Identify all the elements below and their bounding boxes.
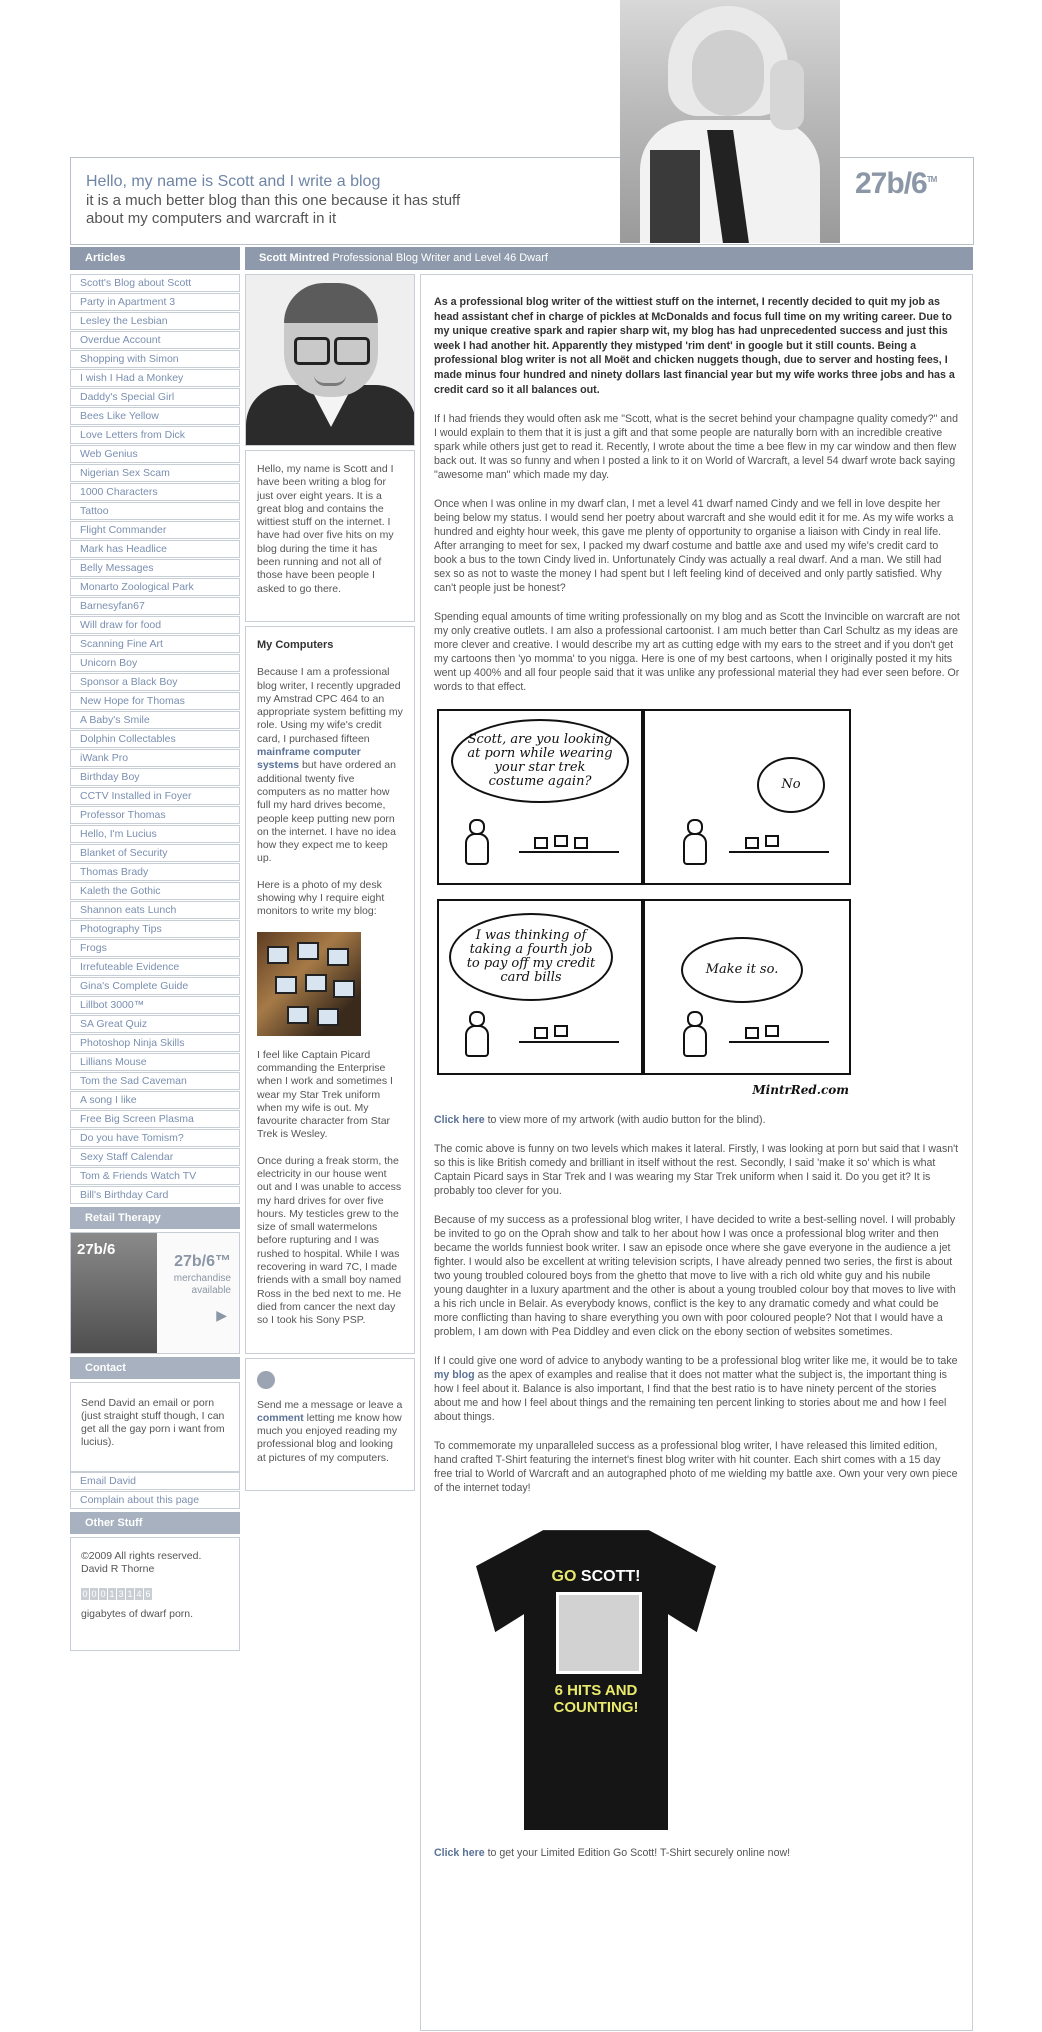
monitor <box>305 974 327 992</box>
figure-body <box>683 833 707 865</box>
nav-item[interactable]: Daddy's Special Girl <box>70 388 240 406</box>
nav-item[interactable]: Belly Messages <box>70 559 240 577</box>
desk <box>519 1041 619 1043</box>
nav-item[interactable]: Unicorn Boy <box>70 654 240 672</box>
photo-face <box>692 30 764 116</box>
nav-item[interactable]: SA Great Quiz <box>70 1015 240 1033</box>
author-title: Professional Blog Writer and Level 46 Dwarf <box>332 252 548 264</box>
nav-item[interactable]: Party in Apartment 3 <box>70 293 240 311</box>
nav-item[interactable]: Thomas Brady <box>70 863 240 881</box>
message-text: Send me a message or leave a comment letting me know how much you enjoyed reading my professional blog and looking at pictures of my computers. <box>257 1398 403 1464</box>
buy-tshirt-link[interactable]: Click here <box>434 1847 485 1860</box>
comic-monitor <box>554 1025 568 1037</box>
nav-item[interactable]: Photoshop Ninja Skills <box>70 1034 240 1052</box>
nav-item[interactable]: Nigerian Sex Scam <box>70 464 240 482</box>
my-blog-link[interactable]: my blog <box>434 1369 475 1382</box>
counter-digit: 0 <box>82 1589 88 1599</box>
copyright: ©2009 All rights reserved. David R Thorne <box>81 1550 202 1575</box>
comic-monitor <box>534 1027 548 1039</box>
comic-monitor <box>765 1025 779 1037</box>
speech-bubble-2: No <box>757 757 825 813</box>
nav-item[interactable]: Photography Tips <box>70 920 240 938</box>
comic-monitor <box>574 837 588 849</box>
lead-paragraph: As a professional blog writer of the wittiest stuff on the internet, I recently decided to quit my job as head assistant chef in charge of pickles at McDonalds and focus full time on my writing career. Due to my unique creative spark and rapier sharp wit, my blog has had unprecedented success and just this week I had another hit. Apparently they mistyped 'rim dent' in google but it still counts. Being a professional blog writer is not all Moët and chicken nuggets though, due to server and hosting fees, I made minus four hundred and ninety dollars last financial year but my wife works three jobs and has a credit card so it all balances out. <box>434 296 955 396</box>
paragraph-cindy: Once when I was online in my dwarf clan, I met a level 41 dwarf named Cindy and we fell in love despite her being below my status. I would send her poetry about warcraft and she would edit it for me. As my wife works a hundred and eighty hour week, this gave me plenty of opportunity to organise a liaison with Cindy in real life. After arranging to meet for sex, I packed my dwarf costume and battle axe and used my wife's credit card to book a bus to the town Cindy lived in. Unfortunately Cindy was actually a real dwarf. And a man. We still had sex so as not to waste the money I had spent but I left feeling kind of deceived and only partly satisfied. Why can't people just be honest? <box>434 498 954 595</box>
computers-paragraph-3: I feel like Captain Picard commanding the Enterprise when I work and sometimes I wear my Star Trek uniform when my wife is out. My favourite character from Star Trek is Wesley. <box>257 1048 393 1141</box>
other-stuff-box <box>70 1537 240 1651</box>
nav-item[interactable]: Birthday Boy <box>70 768 240 786</box>
counter-digit: 0 <box>100 1589 106 1599</box>
other-heading: Other Stuff <box>70 1512 240 1534</box>
tshirt-headline: GO SCOTT! <box>551 1568 641 1586</box>
nav-item[interactable]: Scanning Fine Art <box>70 635 240 653</box>
merch-shirt-logo: 27b/6 <box>77 1241 116 1258</box>
nav-item[interactable]: A Baby's Smile <box>70 711 240 729</box>
computers-paragraph-2: Here is a photo of my desk showing why I require eight monitors to write my blog: <box>257 878 385 918</box>
nav-item[interactable]: Do you have Tomism? <box>70 1129 240 1147</box>
nav-item[interactable]: Dolphin Collectables <box>70 730 240 748</box>
articles-heading: Articles <box>70 247 240 270</box>
nav-item[interactable]: iWank Pro <box>70 749 240 767</box>
article-body <box>420 274 973 2031</box>
nav-item[interactable]: Professor Thomas <box>70 806 240 824</box>
nav-item[interactable]: Scott's Blog about Scott <box>70 274 240 292</box>
contact-text: Send David an email or porn (just straight stuff though, I can get all the gay porn i want from lucius). <box>70 1382 240 1472</box>
nav-item[interactable]: Irrefuteable Evidence <box>70 958 240 976</box>
comic-signature: MintrRed.com <box>752 1083 849 1098</box>
nav-item[interactable]: Sexy Staff Calendar <box>70 1148 240 1166</box>
comic-strip <box>437 709 851 1097</box>
nav-item[interactable]: Overdue Account <box>70 331 240 349</box>
header-hello: Hello, my name is Scott and I write a blog <box>86 173 381 190</box>
nav-item[interactable]: Monarto Zoological Park <box>70 578 240 596</box>
portrait-glasses-left <box>294 337 330 365</box>
author-bar <box>245 247 973 270</box>
photo-hand <box>770 60 804 130</box>
desk <box>519 851 619 853</box>
photo-vest <box>650 150 700 243</box>
nav-item[interactable]: Blanket of Security <box>70 844 240 862</box>
logo-tm: TM <box>926 175 937 184</box>
comic-panel-3 <box>437 899 643 1075</box>
speech-bubble-1: Scott, are you looking at porn while wearing your star trek costume again? <box>451 719 629 803</box>
paragraph-cartoonist: Spending equal amounts of time writing professionally on my blog and as Scott the Invincible on warcraft are not my only creative outlets. I am also a professional cartoonist. I am much better than Carl Schultz as my ideas are more clever and creative. I would describe my art as cutting edge with my ears to the street and if you don't get my cartoons then 'yo momma' to you nigga. Here is one of my best cartoons, when I originally posted it my hits went up 400% and all four people said that it was unlike any professional material they had ever seen before. Or words to that effect. <box>434 611 960 694</box>
nav-item[interactable]: Bees Like Yellow <box>70 407 240 425</box>
monitor <box>267 946 289 964</box>
comic-panel-4 <box>643 899 851 1075</box>
computers-box <box>245 626 415 1354</box>
artwork-line: Click here to view more of my artwork (with audio button for the blind). <box>434 1114 766 1127</box>
email-david-link[interactable]: Email David <box>70 1472 240 1490</box>
header-photo <box>620 0 840 243</box>
nav-item[interactable]: Lesley the Lesbian <box>70 312 240 330</box>
nav-item[interactable]: Lillbot 3000™ <box>70 996 240 1014</box>
logo-text: 27b/6 <box>855 167 927 200</box>
nav-item[interactable]: Web Genius <box>70 445 240 463</box>
nav-item[interactable]: Shopping with Simon <box>70 350 240 368</box>
globe-icon <box>257 1371 275 1389</box>
nav-item[interactable]: Sponsor a Black Boy <box>70 673 240 691</box>
monitor <box>275 976 297 994</box>
author-portrait <box>245 274 415 446</box>
counter-digit: 1 <box>127 1589 133 1599</box>
computers-paragraph-4: Once during a freak storm, the electricity in our house went out and I was unable to access my hard drives for over five hours. My testicles grew to the size of small watermelons before rupturing and I was rushed to hospital. While I was recovering in ward 7C, I made friends with a small boy named Ross in the bed next to me. He died from cancer the next day so I took his Sony PSP. <box>257 1154 402 1327</box>
nav-item[interactable]: I wish I Had a Monkey <box>70 369 240 387</box>
speech-bubble-4: Make it so. <box>681 937 803 1003</box>
desk <box>729 1041 829 1043</box>
nav-item[interactable]: A song I like <box>70 1091 240 1109</box>
artwork-link[interactable]: Click here <box>434 1114 485 1127</box>
author-name: Scott Mintred <box>259 252 330 264</box>
comic-monitor <box>554 835 568 847</box>
arrow-right-icon[interactable]: ▶ <box>216 1307 227 1323</box>
figure-body <box>465 1025 489 1057</box>
header-subtitle: it is a much better blog than this one because it has stuff about my computers and warcraft in it <box>86 192 461 227</box>
nav-item[interactable]: Barnesyfan67 <box>70 597 240 615</box>
complain-link[interactable]: Complain about this page <box>70 1491 240 1509</box>
intro-box <box>245 450 415 622</box>
article-nav <box>70 274 240 1204</box>
nav-item[interactable]: Tattoo <box>70 502 240 520</box>
paragraph-novel: Because of my success as a professional blog writer, I have decided to write a best-selling novel. I will probably be invited to go on the Oprah show and talk to her about how I was once a professional blog writer and then became the worlds funniest book writer. I saw an episode once where she gave everyone in the audience a jet fighter. I would also be excellent at writing television scripts, I have already penned two series, the first is about two young troubled coloured boys from the ghetto that move to live with a rich old white guy and his nubile young daughter in a luxury apartment and the other is about a young troubled colour boy that moves to live with a his rich uncle in Belair. As everybody knows, conflict is the key to any dramatic comedy and what could be more conflicting than having to share everything you own with poor coloured people? Not that I would have a problem, I am down with Pea Diddley and even click on the ebony section of websites sometimes. <box>434 1214 956 1339</box>
tshirt-portrait <box>556 1592 642 1674</box>
speech-bubble-3: I was thinking of taking a fourth job to pay off my credit card bills <box>449 913 613 1001</box>
hit-counter <box>81 1588 229 1600</box>
monitor <box>317 1008 339 1026</box>
merch-text: merchandise available <box>173 1273 231 1296</box>
site-logo[interactable] <box>855 167 936 201</box>
desk <box>729 851 829 853</box>
comic-panel-2 <box>643 709 851 885</box>
counter-caption: gigabytes of dwarf porn. <box>81 1608 194 1620</box>
nav-item[interactable]: Will draw for food <box>70 616 240 634</box>
comic-monitor <box>745 1027 759 1039</box>
paragraph-advice: If I could give one word of advice to anybody wanting to be a professional blog writer like me, it would be to take my blog as the apex of examples and realise that it does not matter what the subject is, the important thing is how I feel about it. Balance is also important, I find that the best ratio is to have ninety percent of the stories about me and how I feel about things and the remaining ten percent linking to stories about me and how I feel about things. <box>434 1355 958 1424</box>
tshirt-image[interactable] <box>436 1510 756 1830</box>
nav-item[interactable]: Kaleth the Gothic <box>70 882 240 900</box>
comic-monitor <box>765 835 779 847</box>
desk-photo[interactable] <box>257 932 361 1036</box>
nav-item[interactable]: Mark has Headlice <box>70 540 240 558</box>
retail-heading: Retail Therapy <box>70 1207 240 1229</box>
nav-item[interactable]: Tom & Friends Watch TV <box>70 1167 240 1185</box>
profile-column <box>245 274 415 1491</box>
comic-monitor <box>534 837 548 849</box>
nav-item[interactable]: CCTV Installed in Foyer <box>70 787 240 805</box>
counter-digit: 3 <box>118 1589 124 1599</box>
nav-item[interactable]: Tom the Sad Caveman <box>70 1072 240 1090</box>
paragraph-friends: If I had friends they would often ask me "Scott, what is the secret behind your champagne quality comedy?" and I would explain to them that it is just a gift and that some people are naturally born with an incredible creative spark while others just get to read it. Recently, I wrote about the time a bee flew in my car window and then flew back out. It was so funny and when I posted a link to it on World of Warcraft, a level 54 dwarf wrote back saying "awesome man" which made my day. <box>434 413 958 482</box>
tshirt-tagline: 6 HITS AND COUNTING! <box>553 1682 639 1717</box>
contact-heading: Contact <box>70 1357 240 1379</box>
nav-item[interactable]: Gina's Complete Guide <box>70 977 240 995</box>
nav-item[interactable]: Free Big Screen Plasma <box>70 1110 240 1128</box>
monitor <box>287 1006 309 1024</box>
comic-panel-1 <box>437 709 643 885</box>
comic-monitor <box>745 837 759 849</box>
computers-heading: My Computers <box>257 638 334 651</box>
nav-item[interactable]: Love Letters from Dick <box>70 426 240 444</box>
nav-item[interactable]: 1000 Characters <box>70 483 240 501</box>
left-sidebar <box>70 274 240 1651</box>
nav-item[interactable]: Bill's Birthday Card <box>70 1186 240 1204</box>
comment-link[interactable]: comment <box>257 1411 304 1424</box>
monitor <box>327 948 349 966</box>
counter-digit: 4 <box>136 1589 142 1599</box>
monitor <box>333 980 355 998</box>
message-box <box>245 1358 415 1491</box>
nav-item[interactable]: New Hope for Thomas <box>70 692 240 710</box>
counter-digit: 6 <box>145 1589 151 1599</box>
nav-item[interactable]: Shannon eats Lunch <box>70 901 240 919</box>
counter-digit: 1 <box>109 1589 115 1599</box>
nav-item[interactable]: Frogs <box>70 939 240 957</box>
computers-paragraph-1: Because I am a professional blog writer, I recently upgraded my Amstrad CPC 464 to an appropriate system befitting my role. Using my wife's credit card, I purchased fifteen mainframe computer systems but have ordered an additional twenty five computers as no matter how full my hard drives become, people keep putting new porn on the internet. I have no idea how they expect me to keep up. <box>257 666 403 865</box>
merch-banner[interactable] <box>70 1232 240 1354</box>
portrait-glasses-right <box>334 337 370 365</box>
portrait-hair <box>284 283 378 323</box>
intro-text: Hello, my name is Scott and I have been writing a blog for just over eight years. It is a great blog and contains the wittiest stuff on the internet. I have had over five hits on my blog during the time it has been running and not all of those have been people I asked to go there. <box>257 463 394 595</box>
counter-digit: 0 <box>91 1589 97 1599</box>
nav-item[interactable]: Flight Commander <box>70 521 240 539</box>
figure-body <box>683 1025 707 1057</box>
nav-item[interactable]: Lillians Mouse <box>70 1053 240 1071</box>
merch-logo: 27b/6™ <box>174 1253 231 1270</box>
mainframe-link[interactable]: mainframe computer systems <box>257 746 361 772</box>
figure-body <box>465 833 489 865</box>
nav-item[interactable]: Hello, I'm Lucius <box>70 825 240 843</box>
paragraph-comic-explained: The comic above is funny on two levels which makes it lateral. Firstly, I was looking at porn but said that I wasn't so this is like British comedy and brilliant in itself without the rest. Secondly, I said 'make it so' which is what Captain Picard says in Star Trek and I was wearing my Star Trek uniform when I said it. Do you get it? It is probably too clever for you. <box>434 1143 959 1198</box>
buy-line: Click here to get your Limited Edition Go Scott! T-Shirt securely online now! <box>434 1847 791 1860</box>
monitor <box>297 942 319 960</box>
paragraph-tshirt: To commemorate my unparalleled success as a professional blog writer, I have released this limited edition, hand crafted T-Shirt featuring the internet's finest blog writer with hit counter. Each shirt comes with a 15 day free trial to World of Warcraft and an autographed photo of me wielding my battle axe. Own your very own piece of the internet today! <box>434 1440 958 1495</box>
